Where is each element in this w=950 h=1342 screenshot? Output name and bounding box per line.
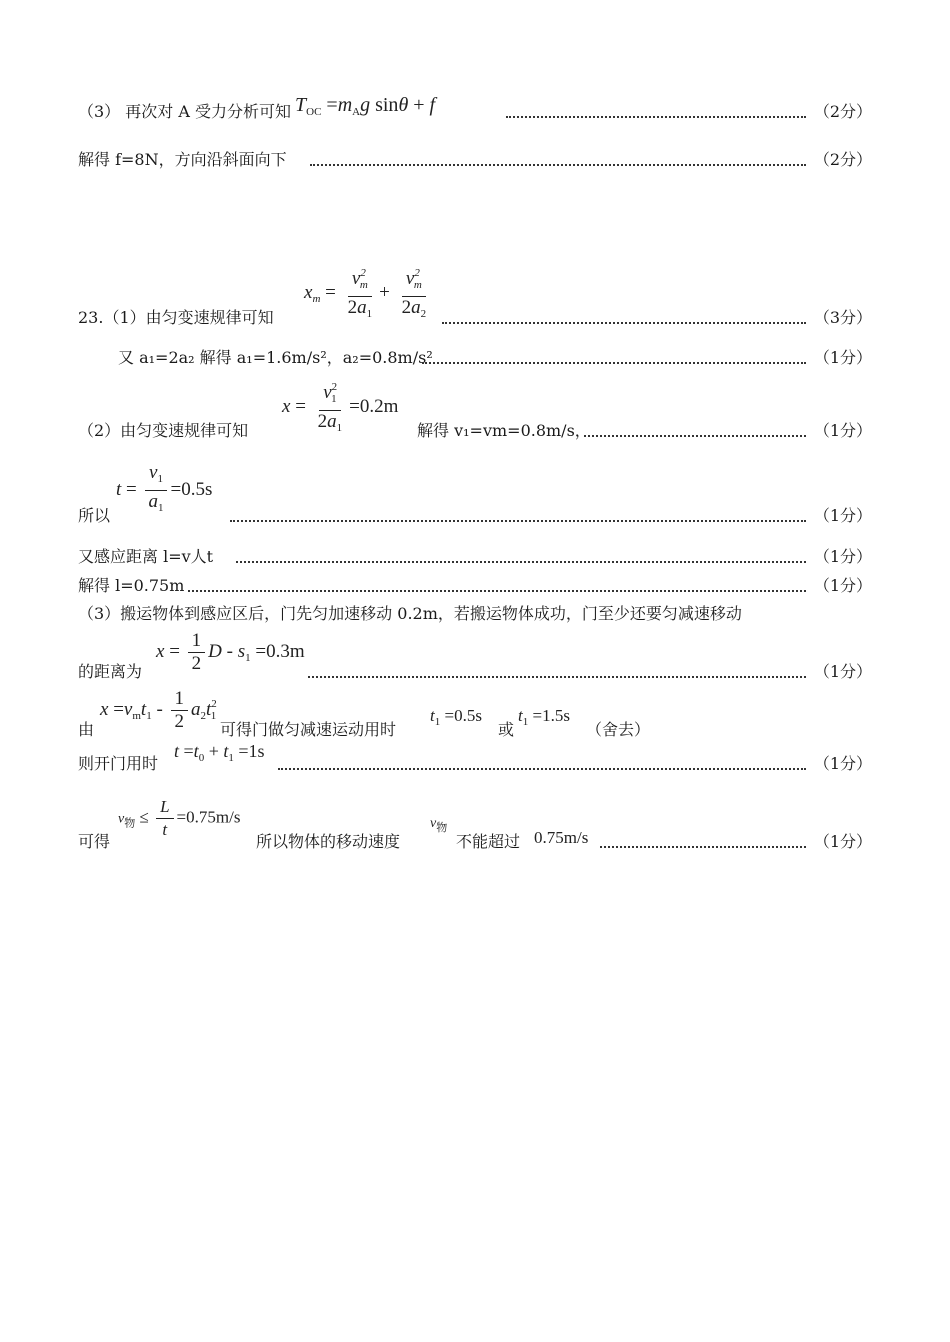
q23-part3c-opt1: $t_1 =0.5s$ <box>430 706 482 728</box>
q23-part3d-score: （1分） <box>813 754 872 773</box>
q22-part3-line <box>78 94 872 122</box>
q23-part3-line <box>78 604 880 624</box>
q23-part3d-formula: $t =t_0 + t_1 =1s$ <box>174 741 265 764</box>
q23-part3b-formula: x = $\frac{1}{2}$ $D - s_1 =0.3m$ <box>156 630 305 674</box>
q23-part3b-score: （1分） <box>813 662 872 681</box>
q22-part3-prefix: （3） 再次对 A 受力分析可知 <box>78 102 291 121</box>
q23-part3e-formula: $v_物$ ≤ $\frac{L}{t}$ =0.75m/s <box>118 797 241 839</box>
q22-part3-formula: $T_{OC} =m_Ag$ sinθ + f <box>295 94 436 118</box>
q23-part2c-score: （1分） <box>813 547 872 566</box>
q23-part3c-mid: 可得门做匀减速运动用时 <box>220 720 397 739</box>
q23-part3b-line <box>78 630 872 682</box>
q23-part2-formula: x = $\frac{v^2_1}{2a_1}$ =0.2m <box>282 376 398 439</box>
q23-part2-line <box>78 376 872 441</box>
q22-result-score: （2分） <box>813 150 872 169</box>
q23-part3e-line <box>78 796 872 852</box>
q23-part1-score: （3分） <box>813 308 872 327</box>
q23-part3c-line <box>78 688 872 740</box>
q23-part1b-text: 又 a₁=2a₂ 解得 a₁=1.6m/s²，a₂=0.8m/s² <box>118 348 433 367</box>
q23-part3c-opt2: $t_1 =1.5s$ <box>518 706 570 728</box>
leader-dots <box>278 768 806 770</box>
q23-part3e-var: $v_物$ <box>430 816 448 834</box>
q23-part3d-label: 则开门用时 <box>78 754 159 773</box>
q23-part2-score: （1分） <box>813 421 872 440</box>
q23-part1-line <box>78 262 872 328</box>
leader-dots <box>230 520 806 522</box>
leader-dots <box>506 116 806 118</box>
q23-part1b-line <box>78 348 872 368</box>
leader-dots <box>600 846 806 848</box>
q22-part3-score: （2分） <box>813 102 872 121</box>
q23-part2-label: （2）由匀变速规律可知 <box>78 421 249 440</box>
q23-part2d-line <box>78 576 872 596</box>
q23-part3c-tail: （舍去） <box>586 720 651 739</box>
q22-result-line <box>78 150 872 170</box>
q23-part2c-text: 又感应距离 l=v人t <box>78 547 214 566</box>
leader-dots <box>236 561 806 563</box>
q23-part2d-text: 解得 l=0.75m <box>78 576 185 595</box>
q23-part3e-value: 0.75m/s <box>534 828 589 847</box>
q23-part3c-label: 由 <box>78 720 95 739</box>
q22-part3-lead <box>78 95 435 122</box>
q23-part3d-line <box>78 742 872 774</box>
leader-dots <box>188 590 806 592</box>
q23-part3e-score: （1分） <box>813 832 872 851</box>
leader-dots <box>584 435 806 437</box>
leader-dots <box>308 676 806 678</box>
q23-part2c-line <box>78 547 872 567</box>
q23-part3c-formula: $x =v_mt_1$ - $\frac{1}{2}$ $a_2t^2_1$ <box>100 688 217 732</box>
q23-part3e-label: 可得 <box>78 832 111 851</box>
q23-part2b-score: （1分） <box>813 506 872 525</box>
q23-part3c-or: 或 <box>498 720 515 739</box>
q23-part2b-label: 所以 <box>78 506 111 525</box>
q23-part2b-line <box>78 462 872 526</box>
q23-part3-text: （3）搬运物体到感应区后，门先匀加速移动 0.2m，若搬运物体成功，门至少还要匀减速移动 <box>78 604 742 623</box>
leader-dots <box>422 362 806 364</box>
q23-part3e-tail: 不能超过 <box>456 832 521 851</box>
q23-part2d-score: （1分） <box>813 576 872 595</box>
q23-part3b-label: 的距离为 <box>78 662 143 681</box>
q23-part1-formula: $x_m$ = $\frac{v^2_m}{2a_1}$ + $\frac{v^2_m}{2a_2}$ <box>304 262 433 325</box>
leader-dots <box>310 164 806 166</box>
leader-dots <box>442 322 806 324</box>
q23-part3e-mid: 所以物体的移动速度 <box>256 832 401 851</box>
q23-part1-label: 23.（1）由匀变速规律可知 <box>78 308 274 327</box>
q22-result-text: 解得 f=8N，方向沿斜面向下 <box>78 150 287 169</box>
q23-part2-result: 解得 v₁=vm=0.8m/s， <box>417 421 591 440</box>
q23-part2b-formula: t = $\frac{v_1}{a_1}$ =0.5s <box>116 462 213 514</box>
q23-part1b-score: （1分） <box>813 348 872 367</box>
